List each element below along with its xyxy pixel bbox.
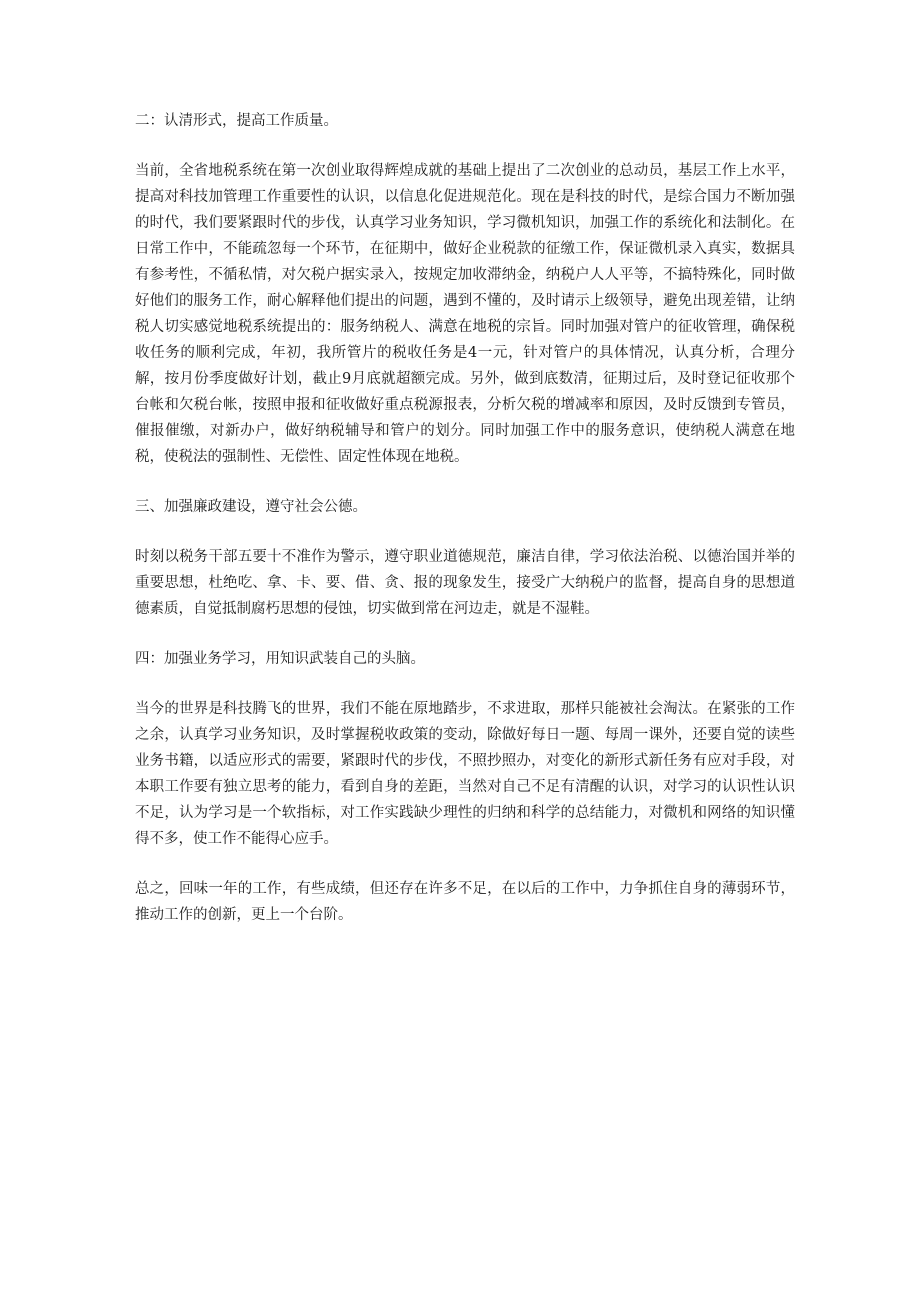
section-body-3: 时刻以税务干部五要十不准作为警示，遵守职业道德规范，廉洁自律，学习依法治税、以德治国并举的重要思想，杜绝吃、拿、卡、要、借、贪、报的现象发生，接受广大纳税户的监督，提高自身的思想道德素质，自觉抵制腐朽思想的侵蚀，切实做到常在河边走，就是不湿鞋。 [135,549,795,617]
section-body-2: 当前，全省地税系统在第一次创业取得辉煌成就的基础上提出了二次创业的总动员，基层工作上水平，提高对科技加管理工作重要性的认识，以信息化促进规范化。现在是科技的时代，是综合国力不断加强的时代，我们要紧跟时代的步伐，认真学习业务知识，学习微机知识，加强工作的系统化和法制化。在日常工作中，不能疏忽每一个环节，在征期中，做好企业税款的征缴工作，保证微机录入真实，数据具有参考性，不循私情，对欠税户据实录入，按规定加收滞纳金，纳税户人人平等，不搞特殊化，同时做好他们的服务工作，耐心解释他们提出的问题，遇到不懂的，及时请示上级领导，避免出现差错，让纳税人切实感觉地税系统提出的：服务纳税人、满意在地税的宗旨。同时加强对管户的征收管理，确保税收任务的顺利完成，年初，我所管片的税收任务是4一元，针对管户的具体情况，认真分析，合理分解，按月份季度做好计划，截止9月底就超额完成。另外，做到底数清，征期过后，及时登记征收那个台帐和欠税台帐，按照申报和征收做好重点税源报表，分析欠税的增减率和原因，及时反馈到专管员，催报催缴，对新办户，做好纳税辅导和管户的划分。同时加强工作中的服务意识，使纳税人满意在地税，使税法的强制性、无偿性、固定性体现在地税。 [135,163,795,465]
closing-paragraph: 总之，回味一年的工作，有些成绩，但还存在许多不足，在以后的工作中，力争抓住自身的薄弱环节，推动工作的创新，更上一个台阶。 [135,881,795,923]
section-heading-3: 三、加强廉政建设，遵守社会公德。 [135,499,367,515]
section-heading-4: 四：加强业务学习，用知识武装自己的头脑。 [135,651,425,667]
document-body [135,108,795,952]
section-heading-2: 二：认清形式，提高工作质量。 [135,113,338,129]
section-body-4: 当今的世界是科技腾飞的世界，我们不能在原地踏步，不求进取，那样只能被社会淘汰。在紧张的工作之余，认真学习业务知识，及时掌握税收政策的变动，除做好每日一题、每周一课外，还要自觉的读些业务书籍，以适应形式的需要，紧跟时代的步伐，不照抄照办，对变化的新形式新任务有应对手段，对本职工作要有独立思考的能力，看到自身的差距，当然对自己不足有清醒的认识，对学习的认识性认识不足，认为学习是一个软指标，对工作实践缺少理性的归纳和科学的总结能力，对微机和网络的知识懂得不多，使工作不能得心应手。 [135,701,795,847]
